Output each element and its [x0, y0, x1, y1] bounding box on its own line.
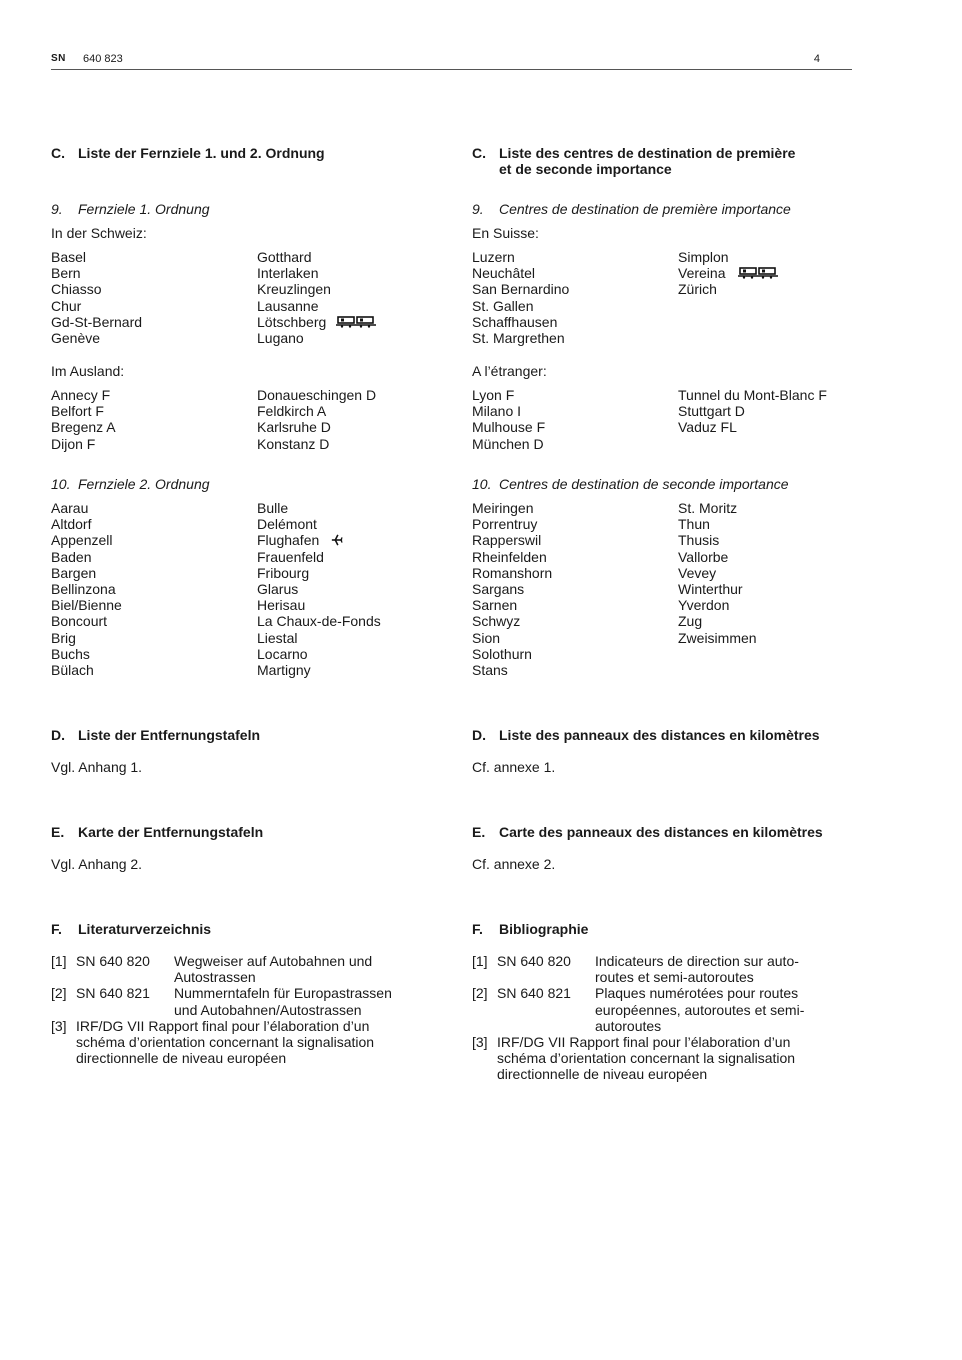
- list-item: Lugano: [257, 329, 304, 346]
- list-item: Bülach: [51, 661, 94, 678]
- list-item: Bargen: [51, 564, 97, 581]
- section-d-text: Vgl. Anhang 1.: [51, 759, 143, 775]
- list-item: Bulle: [257, 500, 289, 516]
- page-header: [51, 53, 852, 65]
- list-item: Stans: [472, 661, 508, 678]
- list-item: Sion: [472, 629, 501, 646]
- list-item: [257, 314, 376, 330]
- list-item-label: Flughafen: [257, 532, 320, 549]
- section-10-heading: 10. Fernziele 2. Ordnung: [51, 476, 210, 492]
- list-item: Lyon F: [472, 387, 515, 403]
- car-train-icon: [336, 316, 376, 328]
- list-item: Bellinzona: [51, 580, 116, 597]
- list-item: Bregenz A: [51, 419, 116, 436]
- list-item: Porrentruy: [472, 516, 538, 533]
- section-10-heading: 10. Centres de destination de seconde importance: [472, 476, 789, 492]
- list-item: Buchs: [51, 645, 90, 662]
- list-item: Baden: [51, 548, 92, 565]
- list-item: Liestal: [257, 629, 298, 646]
- section-e-heading: E. Carte des panneaux des distances en kilomètres: [472, 824, 823, 840]
- section-c-heading: C. Liste des centres de destination de première et de seconde importance: [472, 145, 796, 178]
- list-item: Konstanz D: [257, 435, 330, 452]
- list-item: [257, 532, 381, 548]
- section-d-heading: D. Liste des panneaux des distances en kilomètres: [472, 727, 820, 743]
- list-item: Belfort F: [51, 403, 104, 420]
- car-train-icon: [738, 267, 778, 279]
- list-item: Rheinfelden: [472, 548, 547, 565]
- list-item: Boncourt: [51, 613, 108, 630]
- list-item: Rapperswil: [472, 532, 542, 549]
- section-e-heading: E. Karte der Entfernungstafeln: [51, 824, 264, 840]
- list-item: Annecy F: [51, 387, 111, 403]
- list-item-label: Vereina: [678, 265, 726, 282]
- list-item: St. Gallen: [472, 297, 534, 314]
- sn-logo: SN: [51, 53, 66, 64]
- list-item: Sarnen: [472, 597, 518, 614]
- list-item: Brig: [51, 629, 76, 646]
- list-item: Biel/Bienne: [51, 597, 122, 614]
- list-item: [678, 265, 778, 281]
- header-rule: [51, 69, 852, 70]
- section-9-heading: 9. Centres de destination de première importance: [472, 201, 791, 217]
- list-item: Genève: [51, 329, 101, 346]
- list-item: Bern: [51, 265, 81, 282]
- list-item: Chur: [51, 297, 82, 314]
- list-item: München D: [472, 435, 544, 452]
- section-9-heading: 9. Fernziele 1. Ordnung: [51, 201, 210, 217]
- standard-number: 640 823: [83, 53, 123, 65]
- section-d-text: Cf. annexe 1.: [472, 759, 556, 775]
- abroad-label: A l’étranger:: [472, 363, 547, 379]
- section-f-heading: F. Bibliographie: [472, 921, 589, 937]
- list-item: Yverdon: [678, 597, 730, 614]
- references-list: [472, 953, 852, 1083]
- section-e-text: Cf. annexe 2.: [472, 856, 556, 872]
- list-item: Luzern: [472, 249, 515, 265]
- list-item: Aarau: [51, 500, 89, 516]
- list-item: Stuttgart D: [678, 403, 745, 420]
- section-d-heading: D. Liste der Entfernungstafeln: [51, 727, 261, 743]
- list-item: Chiasso: [51, 281, 102, 298]
- list-item: Locarno: [257, 645, 308, 662]
- list-item: Neuchâtel: [472, 265, 536, 282]
- reference-item: [2] SN 640 821 Plaques numérotées pour routes européennes, autoroutes et semi- autoroutes: [472, 985, 805, 1034]
- list-item: Donaueschingen D: [257, 387, 377, 403]
- list-item: San Bernardino: [472, 281, 570, 298]
- swiss-label: En Suisse:: [472, 225, 539, 241]
- list-item: Lausanne: [257, 297, 319, 314]
- section-e-text: Vgl. Anhang 2.: [51, 856, 143, 872]
- reference-item: [2] SN 640 821 Nummerntafeln für Europastrassen und Autobahnen/Autostrassen: [51, 985, 392, 1018]
- section-c-heading: C. Liste der Fernziele 1. und 2. Ordnung: [51, 145, 325, 161]
- list-item: Zweisimmen: [678, 629, 757, 646]
- list-item: Simplon: [678, 249, 729, 265]
- list-item: Altdorf: [51, 516, 92, 533]
- list-item: Gotthard: [257, 249, 312, 265]
- list-item-label: Lötschberg: [257, 313, 327, 330]
- list-item: Schwyz: [472, 613, 521, 630]
- page-number: 4: [813, 53, 820, 65]
- list-item: Basel: [51, 249, 87, 265]
- list-item: Zug: [678, 613, 703, 630]
- abroad-label: Im Ausland:: [51, 363, 125, 379]
- list-item: Mulhouse F: [472, 419, 546, 436]
- list-item: Vevey: [678, 564, 717, 581]
- list-item: Schaffhausen: [472, 313, 558, 330]
- list-item: Thusis: [678, 532, 720, 549]
- list-item: Karlsruhe D: [257, 419, 331, 436]
- reference-item: [1] SN 640 820 Indicateurs de direction sur auto- routes et semi-autoroutes: [472, 953, 799, 986]
- list-item: La Chaux-de-Fonds: [257, 613, 381, 630]
- list-item: Dijon F: [51, 435, 96, 452]
- list-item: Interlaken: [257, 265, 319, 282]
- list-item: Martigny: [257, 661, 311, 678]
- list-item: Romanshorn: [472, 564, 553, 581]
- list-item: Thun: [678, 516, 710, 533]
- reference-item: [3] IRF/DG VII Rapport final pour l’élaboration d’un schéma d’orientation concernant la signalisation directionnelle de niveau européen: [472, 1034, 796, 1083]
- list-item: Tunnel du Mont-Blanc F: [678, 387, 827, 403]
- list-item: Gd-St-Bernard: [51, 313, 143, 330]
- references-list: [51, 953, 431, 1066]
- list-item: Kreuzlingen: [257, 281, 331, 298]
- list-item: Vallorbe: [678, 548, 729, 565]
- list-item: Zürich: [678, 281, 717, 298]
- list-item: Meiringen: [472, 500, 534, 516]
- list-item: Herisau: [257, 597, 306, 614]
- list-item: Appenzell: [51, 532, 113, 549]
- list-item: Frauenfeld: [257, 548, 324, 565]
- list-item: Feldkirch A: [257, 403, 327, 420]
- list-item: St. Margrethen: [472, 329, 565, 346]
- list-item: Fribourg: [257, 564, 310, 581]
- list-item: Milano I: [472, 403, 522, 420]
- list-item: St. Moritz: [678, 500, 738, 516]
- list-item: Solothurn: [472, 645, 532, 662]
- list-item: Vaduz FL: [678, 419, 737, 436]
- airplane-icon: [329, 534, 345, 546]
- list-item: Delémont: [257, 516, 317, 533]
- reference-item: [3] IRF/DG VII Rapport final pour l’élaboration d’un schéma d’orientation concernant la signalisation directionnelle de niveau européen: [51, 1017, 375, 1067]
- list-item: Sargans: [472, 580, 525, 597]
- section-f-heading: F. Literaturverzeichnis: [51, 921, 212, 937]
- swiss-label: In der Schweiz:: [51, 225, 147, 241]
- list-item: Glarus: [257, 580, 299, 597]
- reference-item: [1] SN 640 820 Wegweiser auf Autobahnen und Autostrassen: [51, 953, 373, 986]
- list-item: Winterthur: [678, 580, 743, 597]
